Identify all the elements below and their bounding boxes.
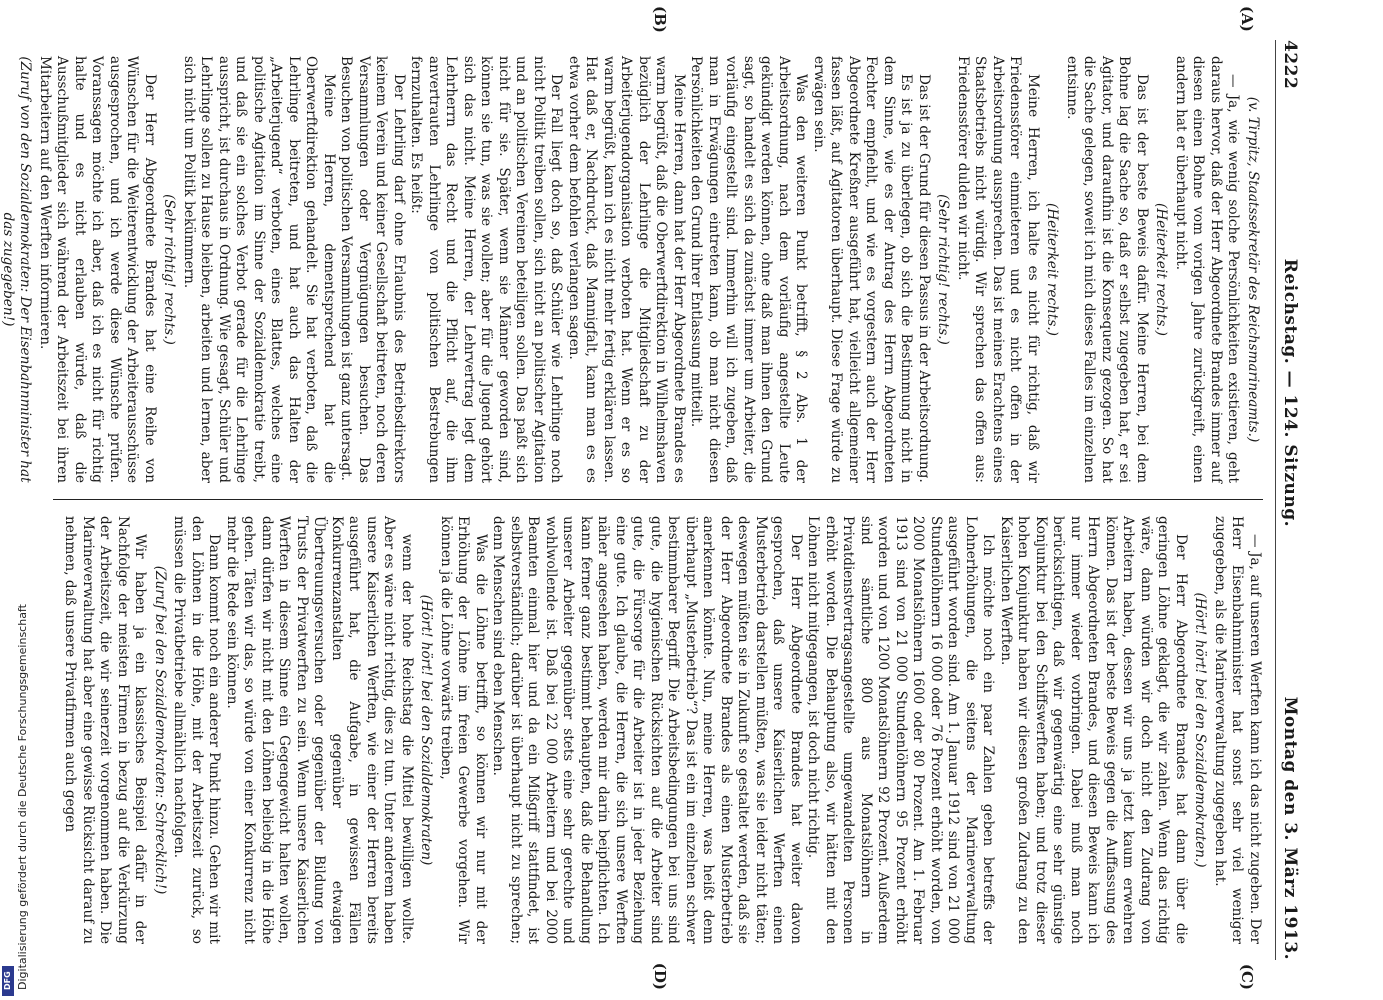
margin-marker-b: (B): [651, 6, 669, 33]
interjection: (Sehr richtig! rechts.): [935, 194, 952, 345]
page-number: 4222: [1280, 40, 1300, 90]
paragraph: wenn der hohe Reichstag die Mittel bewilligen wollte. Aber es wäre nicht richtig, dies zu tun. Unter anderem haben unsere Kaiserlichen Werften, wie einer der Herren bereits ausgeführt hat, die Aufgabe, in gewissen Fällen Konkurrenzanstalten gegenüber etwaigen Übertreuungsversuchen oder gegenüber der Bildung von Trusts der Privatwerften zu sein. Wenn unsere Kaiserlichen Werften in diesem Sinne ein Gegengewicht halten wollen, dann dürfen wir nicht mit den Löhnen beliebig in die Höhe gehen. Täten wir das, so würde von einer Konkurrenz nicht mehr die Rede sein können.: [224, 516, 415, 944]
paragraph: Meine Herren, dementsprechend hat die Oberwerftdirektion gehandelt. Sie hat verboten, daß die Lehrlinge beitreten, und hat auch das Halten der „Arbeiterjugend“ verboten, eines Blattes, welches eine politische Agitation im Sinne der Sozialdemokratie treibt, und daß sie ein solches Verbot gerade für die Lehrlinge ausspricht, ist durchaus in Ordnung. Wie gesagt, Schüler und Lehrlinge sollen zu Hause bleiben, arbeiten und lernen, aber sich nicht um Politik bekümmern.: [181, 56, 337, 483]
margin-marker-a: (A): [1238, 6, 1256, 32]
interjection: (Heiterkeit rechts.): [1153, 203, 1170, 336]
left-column: [0, 6, 1263, 500]
page-header: [1275, 40, 1300, 960]
paragraph: Ich möchte noch ein paar Zahlen geben betreffs der Lohnerhöhungen, die seitens der Marineverwaltung ausgeführt worden sind. Am 1. Januar 1912 sind von 21 000 Stundenlöhnern 16 000 oder 76 Prozent erhöht worden, von 2000 Monatslöhnern 1600 oder 80 Prozent. Am 1. Februar 1913 sind von 21 000 Stundenlöhnern 95 Prozent erhöht worden und von 1200 Monatslöhnern 92 Prozent. Außerdem sind sämtliche 800 aus Monatslöhnern in Privatdienstvertragsangestellte umgewandelten Personen erhöht worden. Die Behauptung also, wir hätten mit den Löhnen nicht mitgegangen, ist doch nicht richtig.: [805, 516, 997, 944]
session-title: Reichstag. — 124. Sitzung.: [1280, 258, 1300, 528]
paragraph: Es ist ja zu überlegen, ob sich die Bestimmung nicht in dem Sinne, wie es der Antrag des Herrn Abgeordneten Fechter empfiehlt, und wie es vorgestern auch der Herr Abgeordnete Kreßner ausgeführt hat, vielleicht allgemeiner fassen läßt, auf Agitatoren überhaupt. Diese Frage würde zu erwägen sein.: [811, 56, 915, 483]
right-column: [53, 500, 1263, 990]
interjection: (Hört! hört! bei den Sozialdemokraten): [418, 594, 435, 866]
paragraph: Der Herr Abgeordnete Brandes hat eine Reihe von Wünschen für die Weiterentwicklung der Arbeiterausschüsse ausgesprochen, und ich werde diese Wünsche prüfen. Voranssagen möchte ich aber, daß ich es nicht für richtig halte und es nicht erlauben würde, daß die Ausschußmitglieder sich während der Arbeitszeit bei ihren Mitarbeitern auf den Werften informieren.: [37, 56, 158, 483]
paragraph: Der Herr Abgeordnete Brandes hat dann über die geringen Löhne geklagt, die wir zahlen. Wenn das richtig wäre, dann würden wir doch nicht den Zudrang von Arbeitern haben, dessen wir uns ja jetzt kaum erwehren können. Das ist der beste Beweis gegen die Auffassung des Herrn Abgeordneten Brandes, und diesen Beweis kann ich nur immer wieder vorbringen. Dabei muß man noch berücksichtigen, daß wir gegenwärtig eine sehr günstige Konjunktur bei den Schiffswerften haben; und trotz dieser hohen Konjunktur haben wir diesen großen Zudrang zu den Kaiserlichen Werften.: [998, 516, 1189, 944]
session-date: Montag den 3. März 1913.: [1280, 696, 1300, 960]
paragraph: Meine Herren, ich halte es nicht für richtig, daß wir Friedensstörer einmieteren und es nicht offen in der Arbeitsordnung aussprechen. Das ist meines Erachtens eines Staatsbetriebs nicht würdig. Wir sprechen das offen aus: Friedensstörer dulden wir nicht.: [955, 56, 1041, 483]
paragraph: Was den weiteren Punkt betrifft, § 2 Abs. 1 der Arbeitsordnung, nach dem vorläufig angestellte Leute gekündigt werden können, ohne daß man ihnen den Grund sagt, so handelt es sich da zunächst immer um Arbeiter, die vorläufig eingestellt sind. Immerhin will ich zugeben, daß man in Erwägungen eintreten kann, ob man nicht diesen Persönlichkeiten den Grund ihrer Entlassung mitteilt.: [688, 56, 810, 483]
paragraph: Dann kommt noch ein anderer Punkt hinzu. Gehen wir mit den Löhnen in die Höhe, mit der Arbeitszeit zurück, so müssen die Privatbetriebe allmählich nachfolgen.: [171, 516, 223, 944]
margin-marker-d: (D): [651, 962, 669, 990]
paragraph: — Ja, auf unseren Werften kann ich das nicht zugeben. Der Herr Eisenbahnminister hat sonst sehr viel weniger zugegeben, als die Marineverwaltung zugegeben hat.: [1212, 516, 1263, 944]
paragraph: Meine Herren, dann hat der Herr Abgeordnete Brandes es warm begrüßt, daß die Oberwerftdirektion in Wilhelmshaven bezüglich der Lehrlinge die Mitgliedschaft zu der Arbeiterjugendorganisation verboten hat. Wenn er es so warm begrüßt, kann ich es nicht mehr fertig erklären lassen. Hat daß er, Nachdruckt, daß Mannigfalt, kann man es es etwa vorher dem befohlen verlangen sagen.: [566, 56, 687, 483]
paragraph: — Ja, wie wenig solche Persönlichkeiten existieren, geht daraus hervor, daß der Herr Abgeordnete Brandes immer auf diesen einen Bohne vom vorigen Jahre zurückgreift, einen andern hat er überhaupt nicht.: [1173, 56, 1242, 483]
paragraph: Der Lehrling darf ohne Erlaubnis des Betriebsdirektors keinem Verein und keiner Gesellschaft beitreten, noch deren Versammlungen oder Vergnügungen besuchen. Das Besuchen von politischen Versammlungen ist ganz untersagt.: [338, 56, 407, 483]
interjection: (Zuruf bei den Sozialdemokraten: Schrecklich!): [152, 565, 168, 895]
paragraph: Das ist der beste Beweis dafür. Meine Herren, bei dem Bohne lag die Sache so, daß er selbst zugegeben hat, er sei Agitator, und daraufhin ist die Konsequenz gezogen. So hat die Sache gelegen, soweit ich mich dieses Falles im einzelnen entsinne.: [1064, 56, 1150, 483]
paragraph: Der Herr Abgeordnete Brandes hat weiter davon gesprochen, daß unsere Kaiserlichen Werften einen Musterbetrieb darstellen müßten, was sie leider nicht täten; deswegen müßten sie in Zukunft so gestaltet werden, daß sie der Herr Abgeordnete Brandes als einen Musterbetrieb anerkennen könnte. Nun, meine Herren, was heißt denn überhaupt „Musterbetrieb“? Das ist ein im einzelnen schwer bestimmbarer Begriff. Die Arbeitsbedingungen bei uns sind gute, die hygienischen Rücksichten auf die Arbeiter sind gute, die Fürsorge für die Arbeiter ist in jeder Beziehung eine gute. Ich glaube, die Herren, die sich unsere Werften näher angesehen haben, werden mir darin beipflichten. Ich kann ferner ganz bestimmt behaupten, daß die Behandlung unserer Arbeiter gegenüber stets eine sehr gerechte und wohlwollende ist. Daß bei 22 000 Arbeitern und bei 2000 Beamten einmal hier und da ein Mißgriff stattfindet, ist selbstverständlich; darüber ist überhaupt nicht zu sprechen; denn Menschen sind eben Menschen.: [490, 516, 804, 944]
speaker-line: (v. Tirpitz, Staatssekretär des Reichsmarineamts.): [1245, 96, 1261, 443]
paragraph: Das ist der Grund für diesen Passus in der Arbeitsordnung.: [916, 74, 932, 483]
margin-marker-c: (C): [1238, 963, 1256, 990]
paragraph: Wir haben ja ein klassisches Beispiel dafür in der Nachfolge der meisten Firmen in bezug auf die Verkürzung der Arbeitszeit, die wir seinerzeit vorgenommen haben. Die Marineverwaltung hat aber eine gewisse Rücksicht darauf zu nehmen, daß unsere Privatfirmen auch gegen: [62, 516, 149, 944]
paragraph: Der Fall liegt doch so, daß Schüler wie Lehrlinge noch nicht Politik treiben sollen, sich nicht an politischer Agitation und an politischen Vereinen beteiligen sollen. Das paßt sich nicht für sie. Später, wenn sie Männer geworden sind, können sie tun, was sie wollen; aber für die Jugend gehört sich das nicht. Meine Herren, der Lehrvertrag legt dem Lehrherrn das Recht und die Pflicht auf, die ihm anvertrauten Lehrlinge von politischen Bestrebungen fernzuhalten. Es heißt:: [408, 56, 565, 483]
credit-text: Digitalisierung gefördert durch die Deutsche Forschungsgemeinschaft: [16, 604, 29, 990]
interjection: (Sehr richtig! rechts.): [161, 194, 178, 345]
dfg-logo: DFG: [2, 966, 14, 996]
interjection: (Heiterkeit rechts.): [1044, 203, 1061, 336]
interjection: (Zuruf von den Sozialdemokraten: Der Eisenbahnminister hat das zugegeben!): [0, 56, 34, 483]
interjection: (Hört! hört! bei den Sozialdemokraten.): [1192, 592, 1209, 868]
paragraph: Was die Löhne betrifft, so können wir nur mit der Erhöhung der Löhne im freien Gewerbe vorgehen. Wir können ja die Löhne vorwärts treiben,: [438, 516, 489, 944]
